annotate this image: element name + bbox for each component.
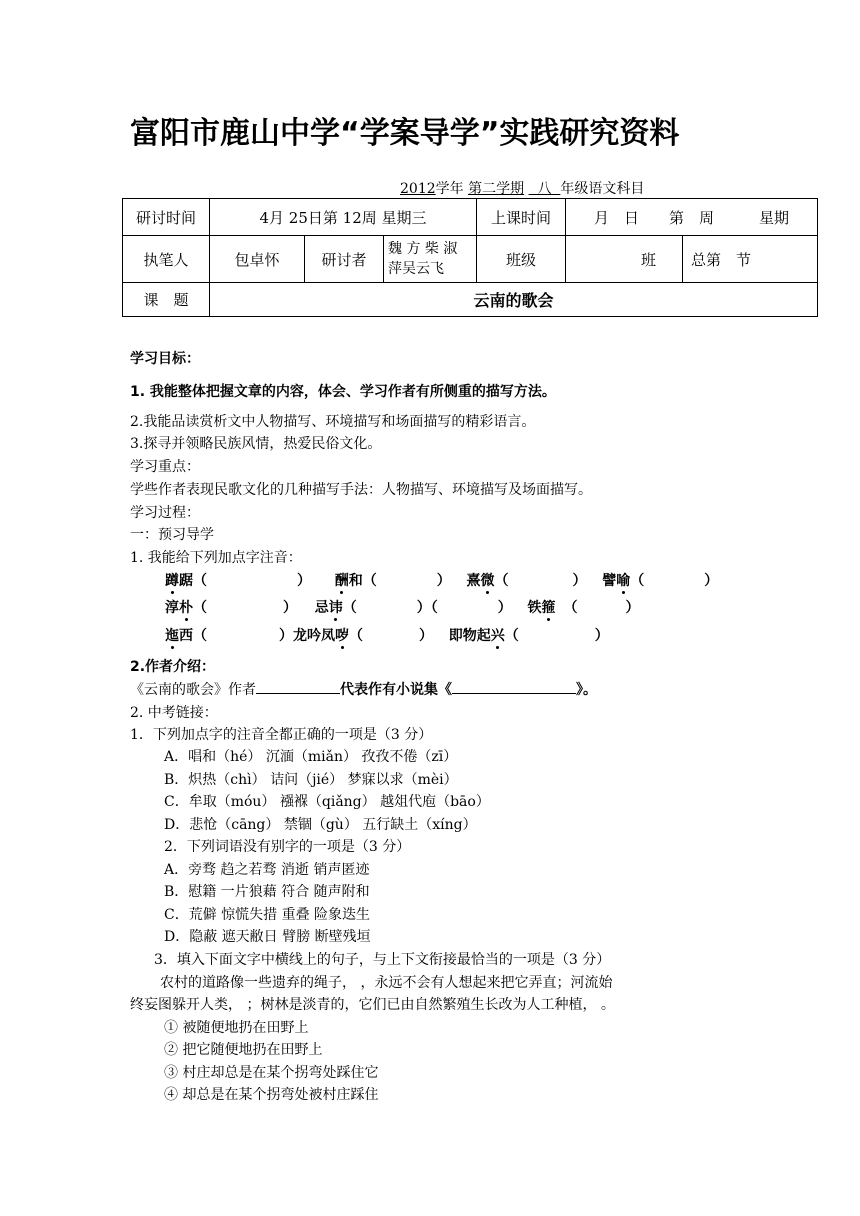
writer-label: 执笔人	[123, 236, 210, 283]
mc3-option-1: ① 被随便地扔在田野上	[164, 1020, 309, 1036]
mc3-paragraph-1: 农村的道路像一些遗弃的绳子， ，永远不会有人想起来把它弄直；河流始	[160, 975, 613, 991]
word-8: 迤西	[165, 628, 193, 644]
goals-heading: 学习目标：	[130, 351, 200, 367]
word-9: 龙吟凤哕	[293, 628, 349, 644]
key-heading: 学习重点：	[130, 459, 200, 475]
mc3-question: 3．填入下面文字中横线上的句子，与上下文衔接最恰当的一项是（3 分）	[154, 952, 611, 968]
question-1: 1. 我能给下列加点字注音：	[130, 550, 302, 566]
exam-heading: 2. 中考链接：	[130, 705, 218, 721]
info-table	[122, 198, 818, 317]
class-time-label: 上课时间	[477, 199, 566, 236]
word-10: 即物起兴	[449, 628, 505, 644]
mc2-option-a: A．旁骛 趋之若骛 消逝 销声匿迹	[164, 862, 370, 878]
goal-2: 2.我能品读赏析文中人物描写、环境描写和场面描写的精彩语言。	[130, 414, 536, 430]
mc3-option-4: ④ 却总是在某个拐弯处被村庄踩住	[164, 1087, 379, 1103]
process-heading: 学习过程：	[130, 505, 200, 521]
class-value: 班	[566, 236, 683, 283]
lesson-label: 课 题	[123, 283, 210, 317]
term-year: 2012	[400, 181, 436, 197]
goal-3: 3.探寻并领略民族风情，热爱民俗文化。	[130, 436, 382, 452]
class-label: 班级	[477, 236, 566, 283]
mc3-paragraph-2: 终妄图躲开人类， ；树林是淡青的，它们已由自然繁殖生长改为人工种植， 。	[130, 997, 615, 1013]
author-line: 《云南的歌会》作者 代表作有小说集《 》。	[130, 682, 597, 698]
study-time-label: 研讨时间	[123, 199, 210, 236]
word-2: 酬和	[335, 573, 363, 589]
term-text1: 学年	[435, 181, 464, 197]
document-title: 富阳市鹿山中学“学案导学”实践研究资料	[130, 116, 680, 151]
mc2-option-c: C．荒僻 惊慌失措 重叠 险象迭生	[164, 907, 371, 923]
mc2-question: 2．下列词语没有别字的一项是（3 分）	[164, 839, 411, 855]
total-value: 总第 节	[683, 236, 818, 283]
author-heading: 2.作者介绍：	[130, 659, 216, 675]
mc3-option-2: ② 把它随便地扔在田野上	[164, 1042, 323, 1058]
term-line	[400, 178, 644, 198]
mc2-option-d: D．隐蔽 遮天敝日 臂膀 断壁残垣	[164, 929, 371, 945]
reviewers-value: 魏 方 柴 淑 萍吴云飞	[384, 236, 477, 283]
term-grade: 八	[537, 181, 552, 197]
word-6: 忌讳	[315, 600, 343, 616]
section-1: 一：预习导学	[130, 527, 214, 543]
key-text: 学些作者表现民歌文化的几种描写手法：人物描写、环境描写及场面描写。	[130, 482, 592, 498]
pinyin-row-2: 淳朴（ ） 忌讳（ ）（ ） 铁箍 （ ）	[165, 597, 640, 617]
mc3-option-3: ③ 村庄却总是在某个拐弯处踩住它	[164, 1065, 379, 1081]
term-text2: 年级语文科目	[560, 181, 645, 197]
mc1-question: 1．下列加点字的注音全都正确的一项是（3 分）	[130, 727, 433, 743]
lesson-value: 云南的歌会	[210, 283, 818, 317]
word-7: 铁箍	[528, 600, 556, 616]
mc1-option-d: D．悲怆（cāng） 禁锢（gù） 五行缺土（xíng）	[164, 817, 477, 833]
study-time-value: 4月 25日第 12周 星期三	[210, 199, 477, 236]
mc1-option-a: A．唱和（hé） 沉湎（miǎn） 孜孜不倦（zī）	[164, 749, 458, 765]
mc1-option-b: B．炽热（chì） 诘问（jié） 梦寐以求（mèi）	[164, 772, 458, 788]
pinyin-row-1: 蹲踞（ ） 酬和（ ） 熹微（ ） 譬喻（ ）	[165, 570, 718, 590]
class-time-value: 月 日 第 周 星期	[566, 199, 818, 236]
word-1: 蹲踞	[165, 573, 193, 589]
reviewers-label: 研讨者	[305, 236, 384, 283]
pinyin-row-3: 迤西（ ）龙吟凤哕（ ） 即物起兴（ ）	[165, 625, 609, 645]
word-3: 熹微	[467, 573, 495, 589]
term-semester: 第二学期	[468, 181, 525, 197]
word-5: 淳朴	[165, 600, 193, 616]
goal-1: 1. 我能整体把握文章的内容，体会、学习作者有所侧重的描写方法。	[130, 384, 556, 400]
writer-value: 包卓怀	[210, 236, 305, 283]
mc2-option-b: B．慰籍 一片狼藉 符合 随声附和	[164, 884, 370, 900]
word-4: 譬喻	[602, 573, 630, 589]
mc1-option-c: C．牟取（móu） 襁褓（qiǎng） 越俎代庖（bāo）	[164, 794, 490, 810]
